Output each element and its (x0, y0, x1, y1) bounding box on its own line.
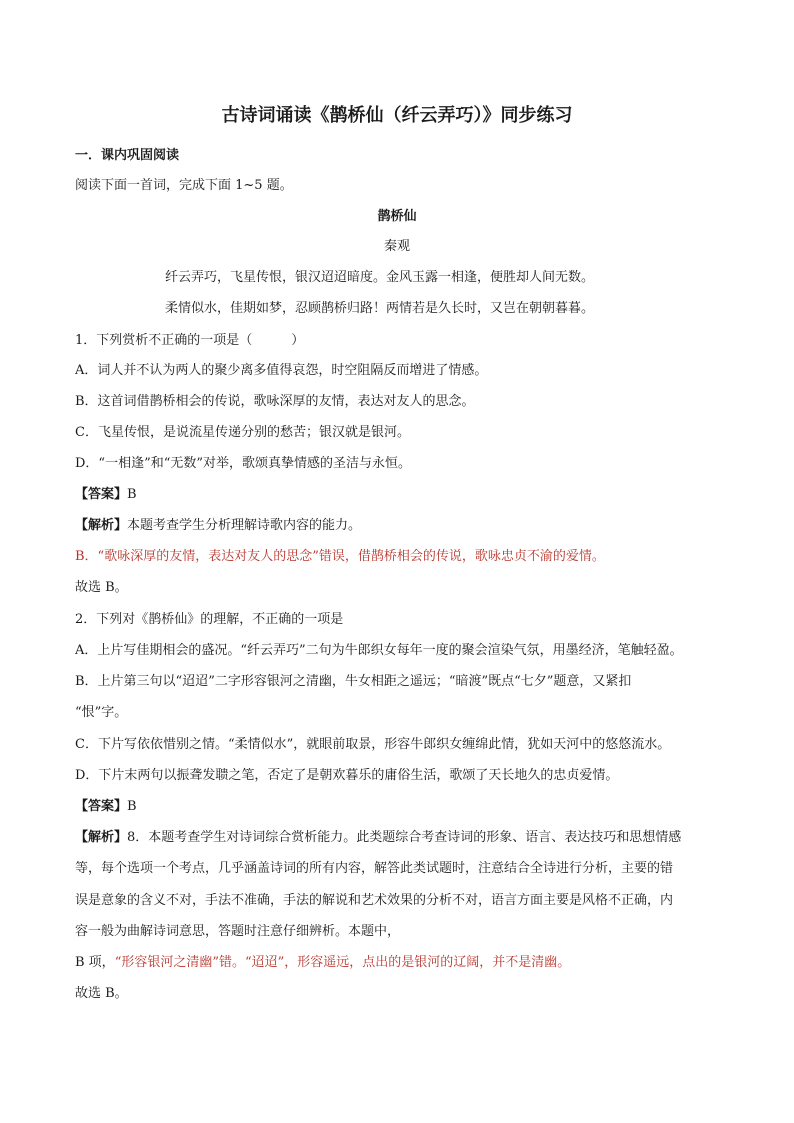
q2-option-c: C．下片写依依惜别之情。“柔情似水”，就眼前取景，形容牛郎织女缠绵此情，犹如天河中的悠悠流水。 (75, 737, 671, 752)
q2-analysis-line1 (75, 828, 681, 848)
answer-value: B (127, 487, 137, 502)
q2-analysis-line4: 容一般为曲解诗词意思，答题时注意仔细辨析。本题中， (75, 924, 401, 939)
q2-stem: 2．下列对《鹊桥仙》的理解，不正确的一项是 (75, 612, 344, 627)
poem-name: 鹊桥仙 (377, 209, 417, 224)
section-heading: 一．课内巩固阅读 (75, 148, 180, 163)
answer-tag: 【答案】 (75, 487, 128, 502)
q2-option-d: D．下片末两句以振聋发聩之笔，否定了是朝欢暮乐的庸俗生活，歌颂了天长地久的忠贞爱情。 (75, 768, 619, 783)
answer-value: B (127, 799, 137, 814)
q1-conclusion: 故选 B。 (75, 580, 128, 595)
q1-option-d: D．“一相逢”和“无数”对举，歌颂真挚情感的圣洁与永恒。 (75, 456, 412, 471)
q1-analysis (75, 516, 361, 536)
q2-answer (75, 797, 137, 817)
q1-analysis-detail: B．“歌咏深厚的友情，表达对友人的思念”错误，借鹊桥相会的传说，歌咏忠贞不渝的爱情。 (75, 549, 605, 564)
q2-analysis-detail (75, 953, 570, 973)
analysis-text: 8．本题考查学生对诗词综合赏析能力。此类题综合考查诗词的形象、语言、表达技巧和思想情感 (127, 830, 682, 845)
q1-option-c: C．飞星传恨，是说流星传递分别的愁苦；银汉就是银河。 (75, 425, 410, 440)
q1-answer (75, 485, 137, 505)
q2-option-b-line2: “恨”字。 (75, 705, 128, 720)
poem-line-2: 柔情似水，佳期如梦，忍顾鹊桥归路！两情若是久长时，又岂在朝朝暮暮。 (165, 301, 595, 316)
instruction-text: 阅读下面一首词，完成下面 1~5 题。 (75, 178, 293, 193)
analysis-tag: 【解析】 (75, 830, 128, 845)
poem-line-1: 纤云弄巧，飞星传恨，银汉迢迢暗度。金风玉露一相逢，便胜却人间无数。 (165, 270, 595, 285)
q1-option-a: A．词人并不认为两人的聚少离多值得哀怨，时空阻隔反而增进了情感。 (75, 363, 488, 378)
q2-analysis-line3: 误是意象的含义不对，手法不准确，手法的解说和艺术效果的分析不对，语言方面主要是风格不正确，内 (75, 893, 674, 908)
q2-analysis-line2: 等，每个选项一个考点，几乎涵盖诗词的所有内容，解答此类试题时，注意结合全诗进行分析，主要的错 (75, 861, 674, 876)
q1-option-b: B．这首词借鹊桥相会的传说，歌咏深厚的友情，表达对友人的思念。 (75, 394, 475, 409)
page-title: 古诗词诵读《鹊桥仙（纤云弄巧）》同步练习 (221, 105, 573, 126)
q2-option-b-line1: B．上片第三句以“迢迢”二字形容银河之清幽，牛女相距之遥远；“暗渡”既点“七夕”题意，又紧扣 (75, 674, 632, 689)
q2-conclusion: 故选 B。 (75, 986, 128, 1001)
analysis-tag: 【解析】 (75, 518, 128, 533)
q1-stem: 1．下列赏析不正确的一项是（ ） (75, 333, 305, 348)
analysis-prefix: B 项， (75, 955, 115, 970)
poem-author: 秦观 (383, 239, 410, 254)
answer-tag: 【答案】 (75, 799, 128, 814)
analysis-text: 本题考查学生分析理解诗歌内容的能力。 (127, 518, 362, 533)
analysis-detail-text: “形容银河之清幽”错。“迢迢”，形容遥远，点出的是银河的辽阔，并不是清幽。 (114, 955, 571, 970)
q2-option-a: A．上片写佳期相会的盛况。“纤云弄巧”二句为牛郎织女每年一度的聚会渲染气氛，用墨经济，笔触轻盈。 (75, 643, 683, 658)
